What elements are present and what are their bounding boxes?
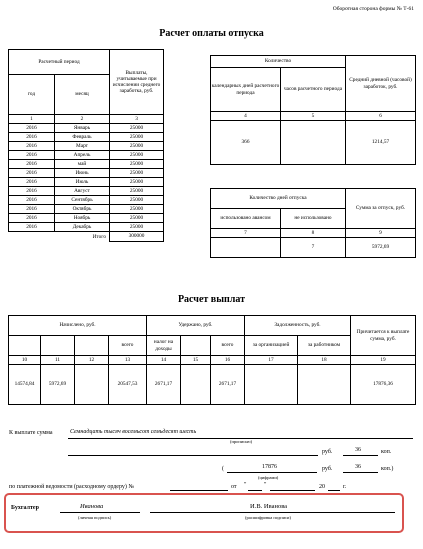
- payout-value: [298, 365, 351, 405]
- col-num: 1: [9, 115, 55, 124]
- worker-header: за работником: [298, 336, 351, 356]
- form-note: Оборотная сторона формы № Т-61: [332, 6, 414, 12]
- cell-month: Октябрь: [55, 205, 110, 214]
- hours-header: часов расчетного периода: [281, 68, 346, 112]
- year-header: год: [9, 75, 55, 115]
- cell-amount: 25000: [110, 160, 164, 169]
- cell-year: 2016: [9, 178, 55, 187]
- cell-month: Март: [55, 142, 110, 151]
- payout-value: [181, 365, 211, 405]
- payout-value: [245, 365, 298, 405]
- cell-month: Июнь: [55, 169, 110, 178]
- sign-caption: (личная подпись): [78, 515, 112, 520]
- rub-label-2: руб.: [322, 466, 333, 472]
- cell-amount: 25000: [110, 196, 164, 205]
- cell-year: 2016: [9, 160, 55, 169]
- cell-year: 2016: [9, 205, 55, 214]
- figures-value: 17876: [262, 464, 277, 470]
- cell-year: 2016: [9, 196, 55, 205]
- year-prefix: 20: [319, 484, 325, 490]
- cell-amount: 25000: [110, 142, 164, 151]
- col-num: 15: [181, 356, 211, 365]
- total-value: 300000: [110, 232, 164, 242]
- cell-amount: 25000: [110, 214, 164, 223]
- payout-value: 20547,53: [109, 365, 147, 405]
- table-row: [9, 196, 164, 205]
- accountant-label: Бухгалтер: [11, 505, 39, 511]
- col-num: 3: [110, 115, 164, 124]
- col-num: 14: [147, 356, 181, 365]
- kop-value: 36: [355, 447, 361, 453]
- vacation-sum-header: Сумма за отпуск, руб.: [346, 189, 416, 229]
- cell-month: Апрель: [55, 151, 110, 160]
- org-header: за организацией: [245, 336, 298, 356]
- col-num: 12: [75, 356, 109, 365]
- col-num: 17: [245, 356, 298, 365]
- table-row: [9, 214, 164, 223]
- kop-close: коп.): [381, 466, 394, 472]
- cell-year: 2016: [9, 169, 55, 178]
- payout-value: 14574,84: [9, 365, 41, 405]
- statement-label: по платежной ведомости (расходному ордеру) №: [9, 484, 135, 490]
- cell-amount: 25000: [110, 205, 164, 214]
- calendar-days-header: календарных дней расчетного периода: [211, 68, 281, 112]
- hours-value: [281, 121, 346, 165]
- table-row: [9, 169, 164, 178]
- used-value: [211, 238, 281, 258]
- used-advance-header: использовано авансом: [211, 209, 281, 229]
- cell-amount: 25000: [110, 151, 164, 160]
- cell-month: Август: [55, 187, 110, 196]
- col-num: 11: [41, 356, 75, 365]
- col-num: 8: [281, 229, 346, 238]
- due-header: Причитается к выплате сумма, руб.: [351, 316, 416, 356]
- cell-year: 2016: [9, 142, 55, 151]
- quantity-table: [210, 55, 416, 165]
- col-num: 5: [281, 112, 346, 121]
- words-caption: (прописью): [230, 439, 253, 444]
- cell-month: Февраль: [55, 133, 110, 142]
- table-row: [9, 187, 164, 196]
- cell-year: 2016: [9, 223, 55, 232]
- avg-earnings-header: Средний дневной (часовой) заработок, руб.: [346, 56, 416, 112]
- payout-value: 5972,69: [41, 365, 75, 405]
- vacation-days-table: [210, 188, 416, 258]
- table-row: [9, 223, 164, 232]
- unused-header: не использовано: [281, 209, 346, 229]
- cell-month: Декабрь: [55, 223, 110, 232]
- accrued-header: Начислено, руб.: [9, 316, 147, 336]
- payments-table: [8, 49, 164, 242]
- table-row: [9, 205, 164, 214]
- table-row: [9, 142, 164, 151]
- month-header: месяц: [55, 75, 110, 115]
- vacation-days-header: Количество дней отпуска: [211, 189, 346, 209]
- col-num: 2: [55, 115, 110, 124]
- cell-month: Июль: [55, 178, 110, 187]
- col-num: 16: [211, 356, 245, 365]
- cell-month: Сентябрь: [55, 196, 110, 205]
- col-num: 13: [109, 356, 147, 365]
- calendar-days-value: 366: [211, 121, 281, 165]
- payments-header: Выплаты, учитываемые при исчислении среднего заработка, руб.: [110, 50, 164, 115]
- name-caption: (расшифровка подписи): [245, 515, 291, 520]
- cell-year: 2016: [9, 124, 55, 133]
- cell-month: май: [55, 160, 110, 169]
- cell-amount: 25000: [110, 187, 164, 196]
- payout-value: 2671,17: [147, 365, 181, 405]
- kop-label: коп.: [381, 449, 392, 455]
- payout-value: 2671,17: [211, 365, 245, 405]
- table-row: [9, 124, 164, 133]
- vacation-title: Расчет оплаты отпуска: [159, 28, 264, 39]
- handwritten-signature: Иванова: [80, 503, 104, 510]
- payouts-table: [8, 315, 416, 405]
- col-num: 19: [351, 356, 416, 365]
- table-row: [9, 133, 164, 142]
- cell-amount: 25000: [110, 223, 164, 232]
- rub-label: руб.: [322, 449, 333, 455]
- col-num: 10: [9, 356, 41, 365]
- cell-amount: 25000: [110, 124, 164, 133]
- to-pay-label: К выплате сумма: [9, 430, 53, 436]
- withheld-total-header: всего: [211, 336, 245, 356]
- kop-value-2: 36: [355, 464, 361, 470]
- payouts-title: Расчет выплат: [177, 294, 246, 305]
- cell-amount: 25000: [110, 133, 164, 142]
- cell-year: 2016: [9, 187, 55, 196]
- open-paren: (: [222, 466, 224, 472]
- unused-value: 7: [281, 238, 346, 258]
- col-num: 4: [211, 112, 281, 121]
- quote-open: ": [244, 482, 247, 488]
- payout-value: 17876,36: [351, 365, 416, 405]
- from-label: от: [231, 484, 237, 490]
- cell-year: 2016: [9, 133, 55, 142]
- cell-amount: 25000: [110, 169, 164, 178]
- cell-year: 2016: [9, 214, 55, 223]
- signer-name: И.В. Иванова: [250, 503, 288, 510]
- col-num: 18: [298, 356, 351, 365]
- ndfl-header: налог на доходы: [147, 336, 181, 356]
- col-num: 6: [346, 112, 416, 121]
- cell-month: Ноябрь: [55, 214, 110, 223]
- signature-highlight: [4, 493, 404, 533]
- cell-year: 2016: [9, 151, 55, 160]
- to-pay-words: Семнадцать тысяч восемьсот семьдесят шесть: [70, 429, 197, 435]
- quantity-header: Количество: [211, 56, 346, 68]
- total-label: Итого: [92, 233, 107, 240]
- period-header: Расчетный период: [9, 50, 110, 75]
- accrued-total-header: всего: [109, 336, 147, 356]
- figures-caption: (цифрами): [258, 475, 279, 480]
- withheld-header: Удержано, руб.: [147, 316, 245, 336]
- vacation-sum-value: 5972,69: [346, 238, 416, 258]
- quote-close: ": [264, 482, 267, 488]
- cell-amount: 25000: [110, 178, 164, 187]
- col-num: 7: [211, 229, 281, 238]
- cell-month: Январь: [55, 124, 110, 133]
- table-row: [9, 160, 164, 169]
- table-row: [9, 178, 164, 187]
- debt-header: Задолженность, руб.: [245, 316, 351, 336]
- payout-value: [75, 365, 109, 405]
- avg-earnings-value: 1214,57: [346, 121, 416, 165]
- table-row: [9, 151, 164, 160]
- year-suffix: г.: [343, 484, 347, 490]
- col-num: 9: [346, 229, 416, 238]
